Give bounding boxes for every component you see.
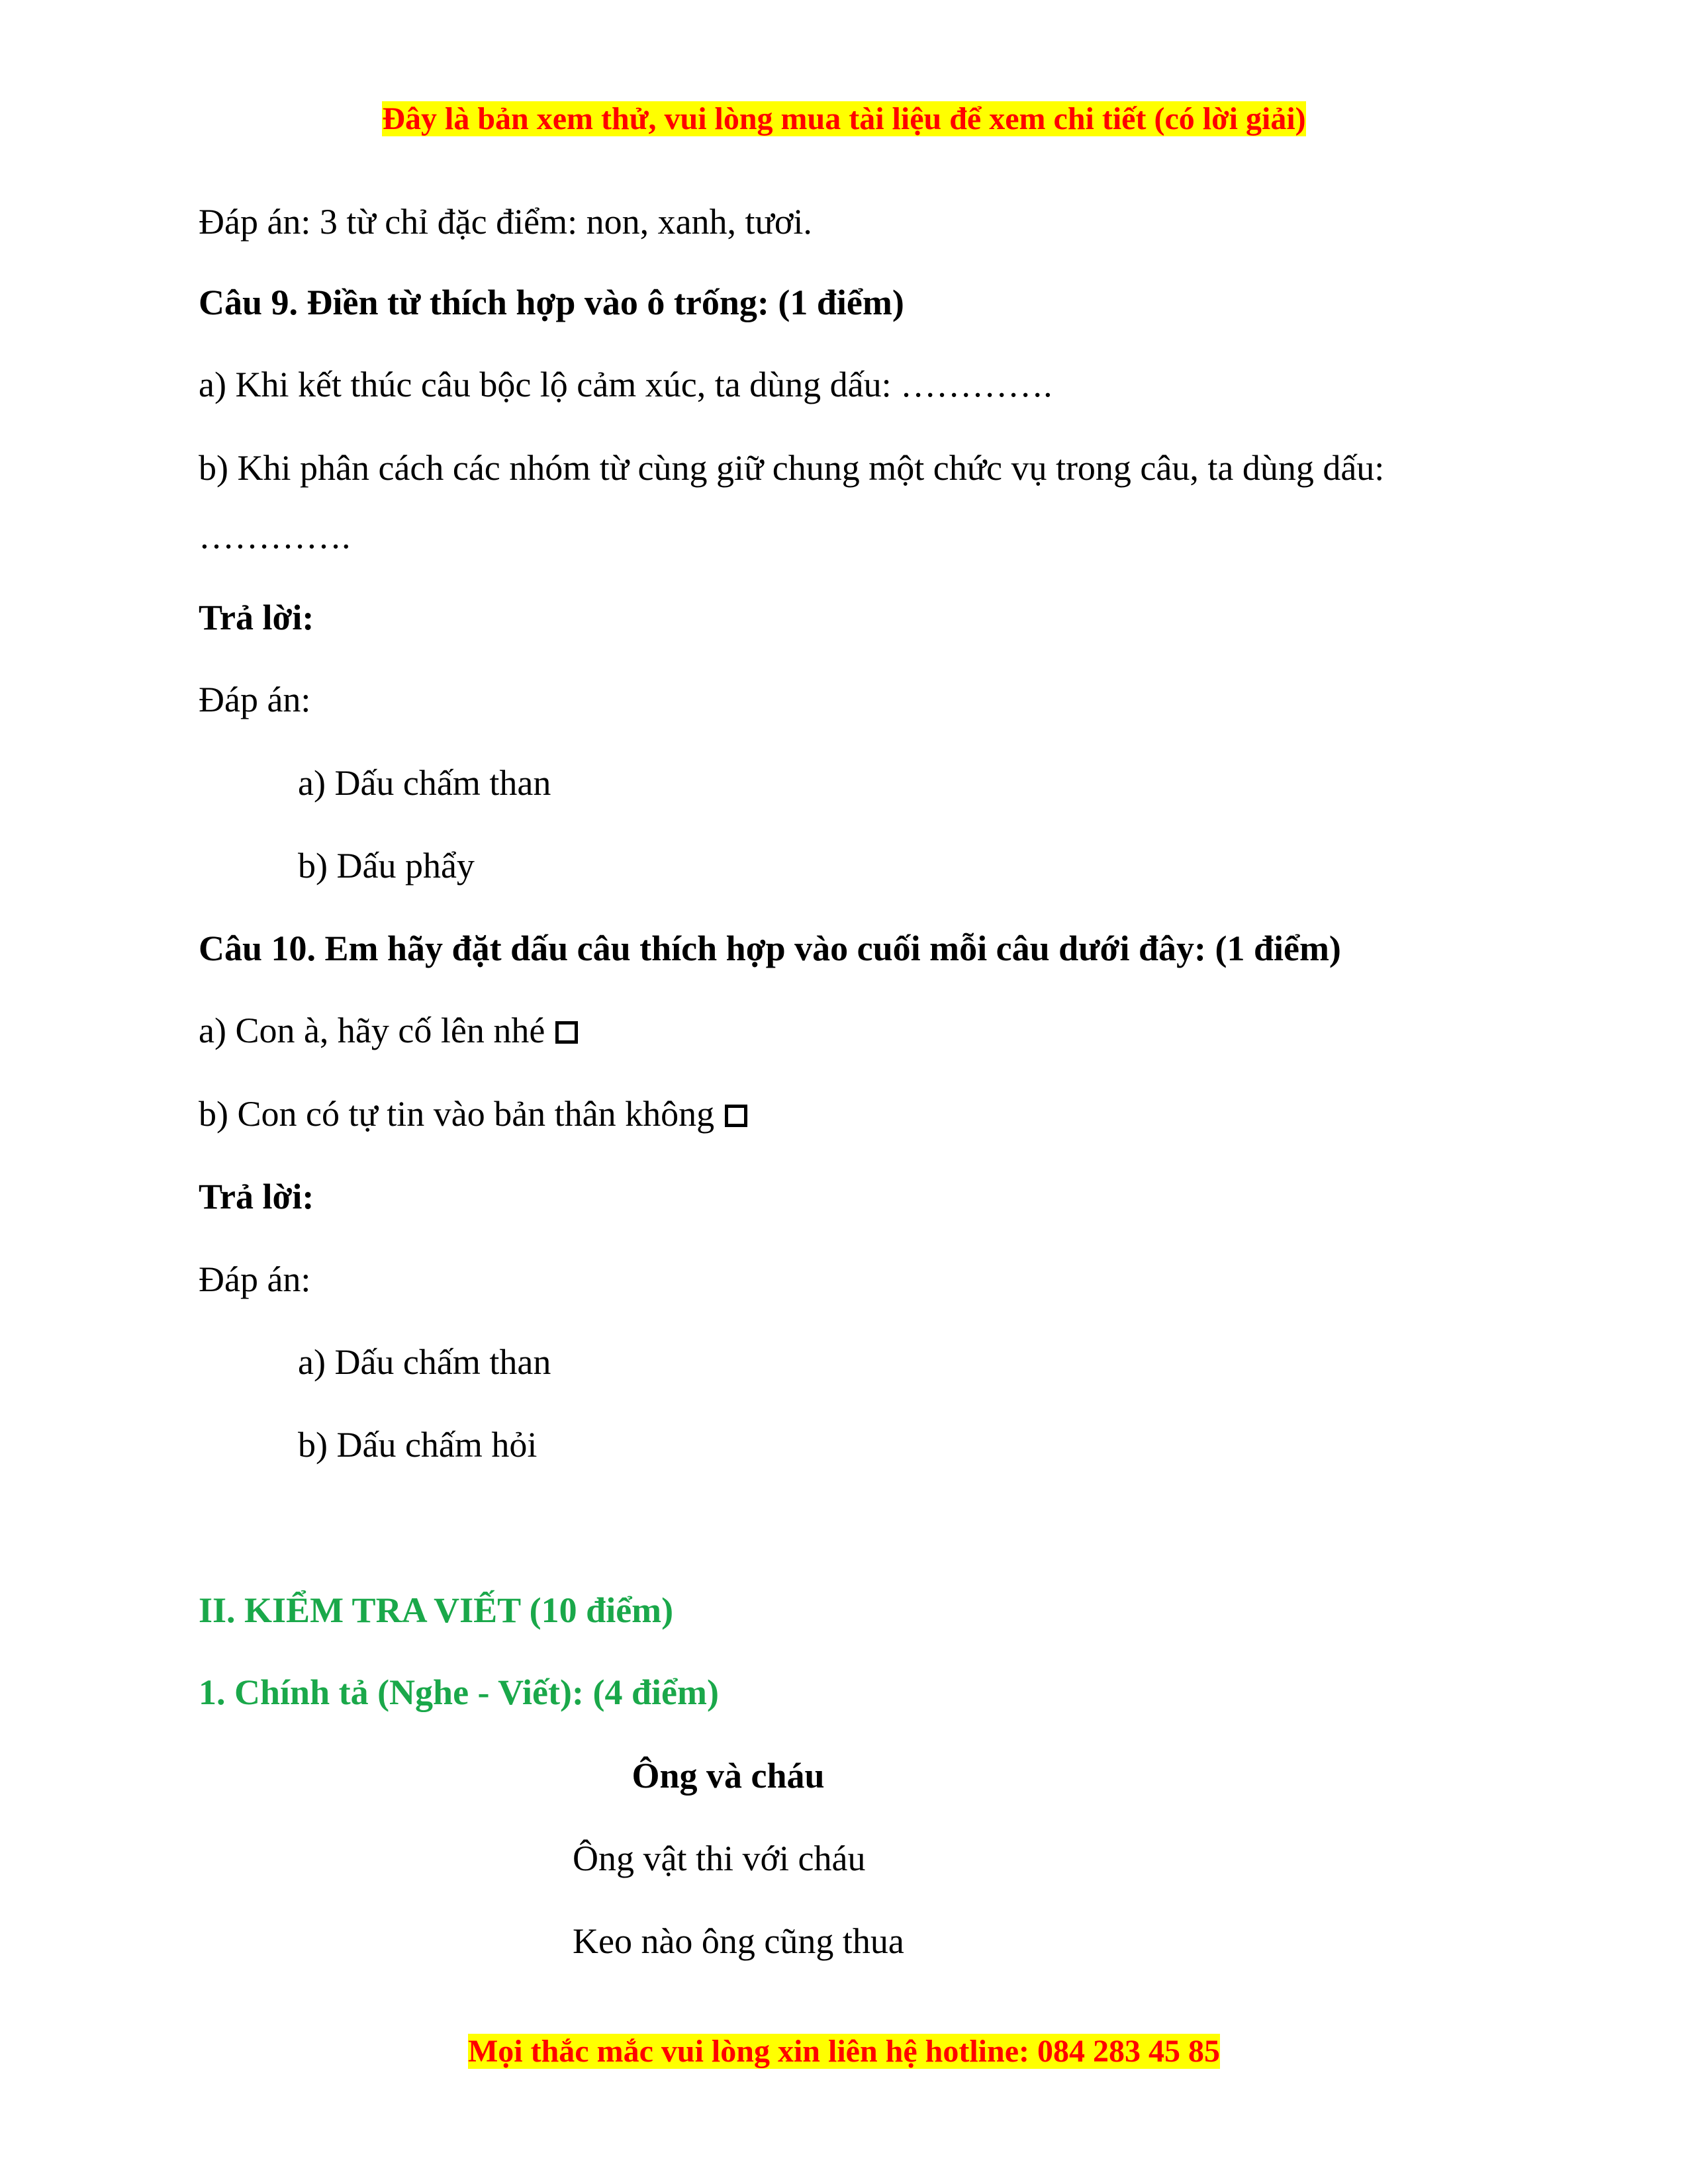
hotline-text: Mọi thắc mắc vui lòng xin liên hệ hotline: 084 283 45 85 <box>467 2034 1220 2069</box>
preview-notice-banner <box>0 99 1688 139</box>
q10-answer-label: Đáp án: <box>199 1259 311 1299</box>
subsection-heading: 1. Chính tả (Nghe - Viết): (4 điểm) <box>199 1672 719 1712</box>
hotline-banner <box>0 2032 1688 2071</box>
q9-part-a: a) Khi kết thúc câu bộc lộ cảm xúc, ta dùng dấu: …………. <box>199 365 1053 404</box>
preview-notice-text: Đây là bản xem thử, vui lòng mua tài liệu để xem chi tiết (có lời giải) <box>382 101 1306 136</box>
q10-title: Câu 10. Em hãy đặt dấu câu thích hợp vào cuối mỗi câu dưới đây: (1 điểm) <box>199 929 1341 968</box>
q9-reply-label: Trả lời: <box>199 598 314 637</box>
checkbox-square-icon <box>725 1105 747 1127</box>
q9-title: Câu 9. Điền từ thích hợp vào ô trống: (1 điểm) <box>199 283 904 322</box>
q9-answer-label: Đáp án: <box>199 680 311 719</box>
poem-line: Keo nào ông cũng thua <box>573 1921 904 1961</box>
q10-part-b-text: b) Con có tự tin vào bản thân không <box>199 1094 715 1134</box>
poem-line: Ông vật thi với cháu <box>573 1839 866 1878</box>
checkbox-square-icon <box>555 1021 578 1044</box>
q10-part-a <box>199 1007 578 1054</box>
q9-part-b-line2: …………. <box>199 516 351 556</box>
q9-answer-b: b) Dấu phẩy <box>298 846 475 886</box>
q10-part-b <box>199 1091 747 1137</box>
q10-reply-label: Trả lời: <box>199 1177 314 1216</box>
section-heading: II. KIỂM TRA VIẾT (10 điểm) <box>199 1590 674 1630</box>
q9-part-b-line1: b) Khi phân cách các nhóm từ cùng giữ chung một chức vụ trong câu, ta dùng dấu: <box>199 448 1385 488</box>
q9-answer-a: a) Dấu chấm than <box>298 763 551 803</box>
answer-q8: Đáp án: 3 từ chỉ đặc điểm: non, xanh, tươi. <box>199 202 812 242</box>
q10-part-a-text: a) Con à, hãy cố lên nhé <box>199 1011 545 1050</box>
poem-title: Ông và cháu <box>632 1756 825 1796</box>
q10-answer-b: b) Dấu chấm hỏi <box>298 1425 538 1465</box>
q10-answer-a: a) Dấu chấm than <box>298 1342 551 1382</box>
